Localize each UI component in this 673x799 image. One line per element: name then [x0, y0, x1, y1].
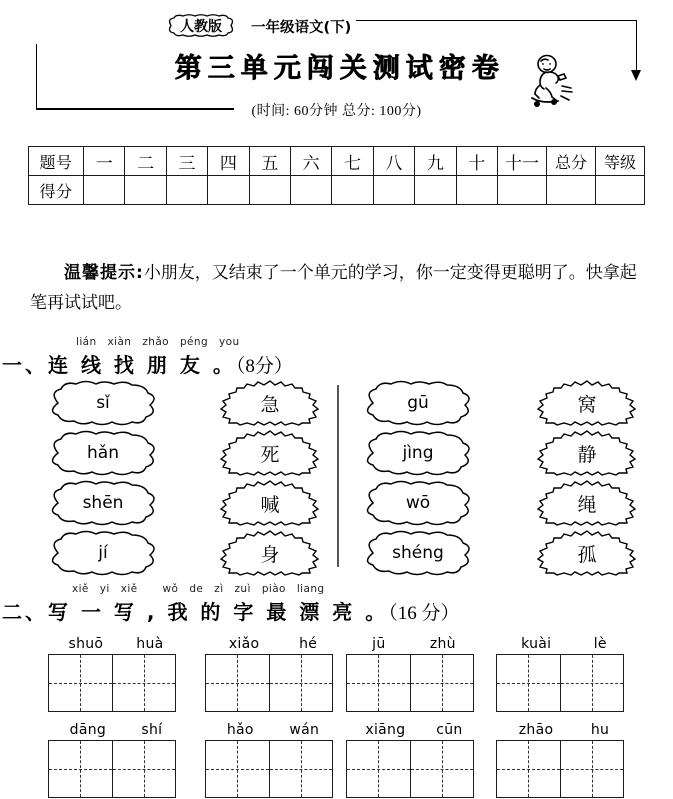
- pinyin-syllable: péng: [179, 336, 209, 348]
- grade-subject-label: 一年级语文(下): [251, 20, 352, 36]
- character-grid[interactable]: [205, 740, 333, 798]
- pinyin-syllable: cūn: [436, 722, 463, 738]
- pinyin-syllable: shí: [141, 722, 163, 738]
- score-cell-grade[interactable]: [596, 176, 645, 205]
- shape-label: 绳: [577, 493, 597, 516]
- publisher-badge: [163, 13, 239, 38]
- grid-cell[interactable]: [410, 741, 474, 797]
- score-cell-2[interactable]: [125, 176, 166, 205]
- pinyin-syllable: kuài: [521, 636, 552, 652]
- shape-label: wō: [405, 493, 431, 513]
- section-one: [0, 336, 673, 378]
- score-cell-3[interactable]: [166, 176, 207, 205]
- brand-row: [0, 8, 673, 38]
- column-header-2: 二: [125, 147, 166, 176]
- cloud-shape-pinyin[interactable]: [359, 380, 477, 426]
- starburst-shape-hanzi[interactable]: [528, 480, 646, 526]
- column-header-3: 三: [166, 147, 207, 176]
- shape-label: sǐ: [96, 393, 110, 413]
- pinyin-syllable: dāng: [69, 722, 107, 738]
- column-header-9: 九: [415, 147, 456, 176]
- pinyin-syllable: jū: [372, 636, 386, 652]
- tip-label: 温馨提示:: [64, 263, 144, 283]
- pinyin-syllable: lè: [593, 636, 607, 652]
- character-grid[interactable]: [496, 740, 624, 798]
- grid-cell[interactable]: [410, 655, 474, 711]
- write-item: [346, 722, 498, 798]
- grid-cell[interactable]: [112, 655, 176, 711]
- grid-cell[interactable]: [560, 655, 624, 711]
- pinyin-syllable: zhǎo: [142, 336, 169, 348]
- page-header: [0, 0, 673, 132]
- grid-cell[interactable]: [112, 741, 176, 797]
- column-header-10: 十: [456, 147, 497, 176]
- write-pinyin: [500, 722, 628, 738]
- column-header-4: 四: [208, 147, 249, 176]
- grid-cell[interactable]: [497, 655, 560, 711]
- score-cell-1[interactable]: [84, 176, 125, 205]
- shape-label: gū: [407, 393, 429, 413]
- score-cell-5[interactable]: [249, 176, 290, 205]
- pinyin-syllable: zhù: [429, 636, 456, 652]
- score-table-container: [28, 146, 645, 205]
- write-item: [496, 722, 648, 798]
- character-grid[interactable]: [346, 654, 474, 712]
- pinyin-syllable: hé: [299, 636, 318, 652]
- score-cell-11[interactable]: [498, 176, 547, 205]
- score-cell-7[interactable]: [332, 176, 373, 205]
- score-table: [28, 146, 645, 205]
- pinyin-syllable: xiě: [120, 583, 138, 595]
- pinyin-syllable: hǎo: [226, 722, 254, 738]
- pinyin-syllable: hu: [590, 722, 610, 738]
- write-pinyin: [52, 636, 180, 652]
- starburst-shape-hanzi[interactable]: [211, 480, 329, 526]
- section-two: [0, 583, 673, 625]
- column-header-grade: 等级: [596, 147, 645, 176]
- grid-cell[interactable]: [49, 741, 112, 797]
- shape-label: hǎn: [87, 443, 119, 463]
- write-item: [205, 722, 357, 798]
- write-item: [496, 636, 648, 712]
- pinyin-syllable: huà: [136, 636, 164, 652]
- pinyin-syllable: xiě: [72, 583, 89, 595]
- grid-cell[interactable]: [347, 741, 410, 797]
- score-cell-6[interactable]: [290, 176, 331, 205]
- write-item: [48, 636, 200, 712]
- column-header-1: 一: [84, 147, 125, 176]
- grid-cell[interactable]: [206, 741, 269, 797]
- column-header-6: 六: [290, 147, 331, 176]
- starburst-shape-hanzi[interactable]: [211, 530, 329, 576]
- pinyin-syllable: you: [219, 336, 240, 348]
- score-cell-4[interactable]: [208, 176, 249, 205]
- shape-label: jí: [98, 543, 108, 563]
- shape-label: 急: [260, 393, 280, 416]
- shape-label: jìng: [402, 443, 434, 463]
- publisher-badge-label: 人教版: [180, 18, 222, 35]
- page-title: 第三单元闯关测试密卷: [174, 53, 505, 84]
- grid-cell[interactable]: [269, 655, 333, 711]
- row-label-question-number: 题号: [29, 147, 84, 176]
- starburst-shape-hanzi[interactable]: [528, 530, 646, 576]
- grid-cell[interactable]: [49, 655, 112, 711]
- exam-meta: (时间: 60分钟 总分: 100分): [251, 104, 422, 119]
- section-title-text: 写 一 写 , 我 的 字 最 漂 亮 。: [48, 600, 389, 624]
- character-grid[interactable]: [48, 654, 176, 712]
- cloud-shape-pinyin[interactable]: [359, 430, 477, 476]
- pinyin-syllable: zì: [214, 583, 224, 595]
- character-grid[interactable]: [496, 654, 624, 712]
- section-number: 一、: [2, 353, 48, 377]
- write-pinyin: [209, 722, 337, 738]
- section-two-pinyin: [72, 583, 673, 595]
- section-two-title: [2, 596, 673, 625]
- grid-cell[interactable]: [269, 741, 333, 797]
- tip-text: 小朋友，又结束了一个单元的学习，你一定变得更聪明了。快拿起笔再试试吧。: [30, 263, 637, 312]
- pinyin-syllable: zuì: [234, 583, 251, 595]
- grid-cell[interactable]: [497, 741, 560, 797]
- section-number: 二、: [2, 600, 48, 624]
- cloud-shape-pinyin[interactable]: [44, 530, 162, 576]
- pinyin-syllable: wán: [289, 722, 320, 738]
- pinyin-syllable: de: [189, 583, 204, 595]
- grid-cell[interactable]: [206, 655, 269, 711]
- column-header-7: 七: [332, 147, 373, 176]
- section-points: （16 分）: [388, 603, 460, 624]
- shape-label: 身: [260, 543, 280, 566]
- write-pinyin: [52, 722, 180, 738]
- character-grid[interactable]: [205, 654, 333, 712]
- section-points: （8分）: [235, 356, 293, 377]
- shape-label: shéng: [392, 543, 444, 563]
- write-item: [48, 722, 200, 798]
- starburst-shape-hanzi[interactable]: [211, 430, 329, 476]
- starburst-shape-hanzi[interactable]: [528, 430, 646, 476]
- table-row-scores: [29, 176, 645, 205]
- pinyin-syllable: shuō: [68, 636, 104, 652]
- pinyin-syllable: lián: [76, 336, 97, 348]
- score-cell-10[interactable]: [456, 176, 497, 205]
- pinyin-syllable: wǒ: [162, 583, 179, 595]
- pinyin-syllable: xiāng: [365, 722, 406, 738]
- cloud-shape-pinyin[interactable]: [44, 430, 162, 476]
- cloud-shape-pinyin[interactable]: [44, 380, 162, 426]
- shape-label: 孤: [577, 543, 597, 566]
- pinyin-syllable: yi: [99, 583, 110, 595]
- pinyin-syllable: liang: [296, 583, 325, 595]
- starburst-shape-hanzi[interactable]: [528, 380, 646, 426]
- column-header-5: 五: [249, 147, 290, 176]
- column-header-11: 十一: [498, 147, 547, 176]
- write-pinyin: [350, 636, 478, 652]
- cloud-shape-pinyin[interactable]: [44, 480, 162, 526]
- column-header-8: 八: [373, 147, 414, 176]
- pinyin-syllable: piào: [261, 583, 286, 595]
- grid-cell[interactable]: [560, 741, 624, 797]
- shape-label: 死: [260, 443, 280, 466]
- cloud-shape-pinyin[interactable]: [359, 530, 477, 576]
- write-pinyin: [209, 636, 337, 652]
- section-one-title: [2, 349, 673, 378]
- shape-label: 窝: [577, 393, 597, 416]
- column-header-total: 总分: [547, 147, 596, 176]
- write-item: [346, 636, 498, 712]
- shape-label: 喊: [260, 493, 280, 516]
- write-item: [205, 636, 357, 712]
- shape-label: shēn: [82, 493, 124, 513]
- table-row-question-numbers: [29, 147, 645, 176]
- cloud-shape-pinyin[interactable]: [359, 480, 477, 526]
- write-pinyin: [350, 722, 478, 738]
- group-divider: [337, 385, 339, 567]
- write-pinyin: [500, 636, 628, 652]
- character-grid[interactable]: [48, 740, 176, 798]
- character-grid[interactable]: [346, 740, 474, 798]
- row-label-score: 得分: [29, 176, 84, 205]
- score-cell-9[interactable]: [415, 176, 456, 205]
- score-cell-total[interactable]: [547, 176, 596, 205]
- warm-tip: [30, 258, 645, 318]
- child-on-skateboard-icon: [522, 52, 582, 114]
- pinyin-syllable: zhāo: [518, 722, 554, 738]
- shape-label: 静: [577, 443, 597, 466]
- pinyin-syllable: xiǎo: [228, 636, 260, 652]
- starburst-shape-hanzi[interactable]: [211, 380, 329, 426]
- score-cell-8[interactable]: [373, 176, 414, 205]
- matching-exercise: [0, 375, 673, 580]
- pinyin-syllable: xiàn: [107, 336, 132, 348]
- section-one-pinyin: [76, 336, 673, 348]
- grid-cell[interactable]: [347, 655, 410, 711]
- section-title-text: 连 线 找 朋 友 。: [48, 353, 236, 377]
